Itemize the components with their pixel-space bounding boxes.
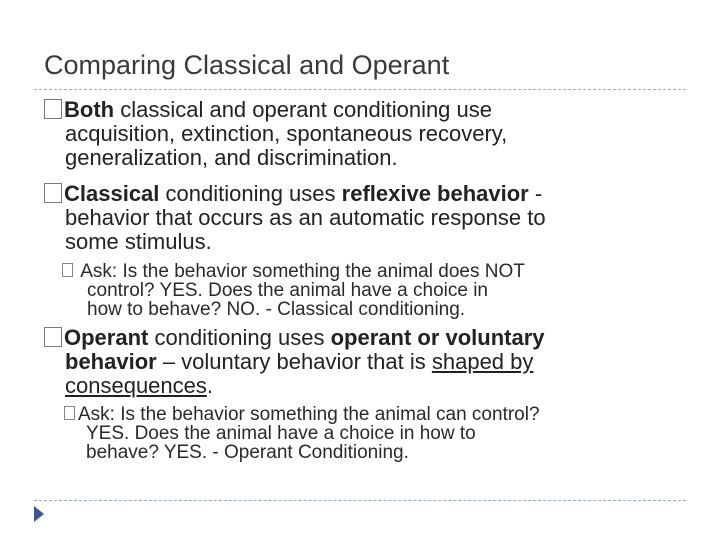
bullet-classical-line-2: behavior that occurs as an automatic response to: [65, 205, 546, 230]
bottom-divider: [34, 500, 686, 501]
sub-bullet-box-icon: [62, 263, 73, 277]
bullet-both-line-1: [44, 98, 507, 122]
sub-bullet-operant: [64, 405, 540, 462]
sub-bullet-box-icon: [64, 406, 75, 420]
operant-voluntary-term: operant or voluntary: [330, 325, 545, 350]
operant-keyword: Operant: [64, 325, 149, 350]
operant-text-2: – voluntary behavior that is: [156, 349, 432, 374]
bullet-box-icon: [44, 183, 62, 203]
operant-text: conditioning uses: [148, 325, 331, 350]
bullet-both: [44, 98, 507, 170]
sub-classical-line-3: how to behave? NO. - Classical conditioning.: [87, 299, 466, 320]
classical-text: conditioning uses: [159, 181, 342, 206]
behavior-term: behavior: [65, 349, 157, 374]
sub-operant-line-1: [64, 405, 540, 424]
operant-period: .: [206, 373, 214, 398]
sub-classical-line-1: [62, 262, 525, 281]
sub-classical-text-1: Ask: Is the behavior something the animal does NOT: [76, 261, 525, 282]
sub-operant-line-2: YES. Does the animal have a choice in how to: [86, 423, 476, 444]
bullet-classical: [44, 182, 546, 254]
bullet-both-line-2: acquisition, extinction, spontaneous recovery,: [65, 121, 508, 146]
classical-dash: -: [528, 181, 543, 206]
top-divider: [34, 89, 686, 90]
classical-keyword: Classical: [64, 181, 160, 206]
reflexive-behavior-term: reflexive behavior: [341, 181, 529, 206]
bullet-both-line-3: generalization, and discrimination.: [65, 145, 398, 170]
sub-classical-line-2: control? YES. Does the animal have a choice in: [87, 280, 488, 301]
sub-bullet-classical: [62, 262, 525, 319]
bullet-classical-line-3: some stimulus.: [65, 229, 212, 254]
consequences-text: consequences: [65, 373, 207, 398]
shaped-by-text: shaped by: [431, 349, 534, 374]
bullet-operant-line-3: [44, 374, 545, 398]
sub-operant-line-3: behave? YES. - Operant Conditioning.: [86, 442, 409, 463]
bullet-box-icon: [44, 327, 62, 347]
both-text: classical and operant conditioning use: [114, 97, 493, 122]
bullet-operant-line-1: [44, 326, 545, 350]
sub-operant-text-1: Ask: Is the behavior something the animal can control?: [78, 404, 540, 425]
bullet-operant: [44, 326, 545, 398]
bullet-box-icon: [44, 99, 62, 119]
next-arrow-icon[interactable]: [34, 506, 44, 522]
bullet-classical-line-1: [44, 182, 546, 206]
bullet-operant-line-2: [44, 350, 545, 374]
slide-title: Comparing Classical and Operant: [44, 50, 450, 80]
both-keyword: Both: [64, 97, 115, 122]
